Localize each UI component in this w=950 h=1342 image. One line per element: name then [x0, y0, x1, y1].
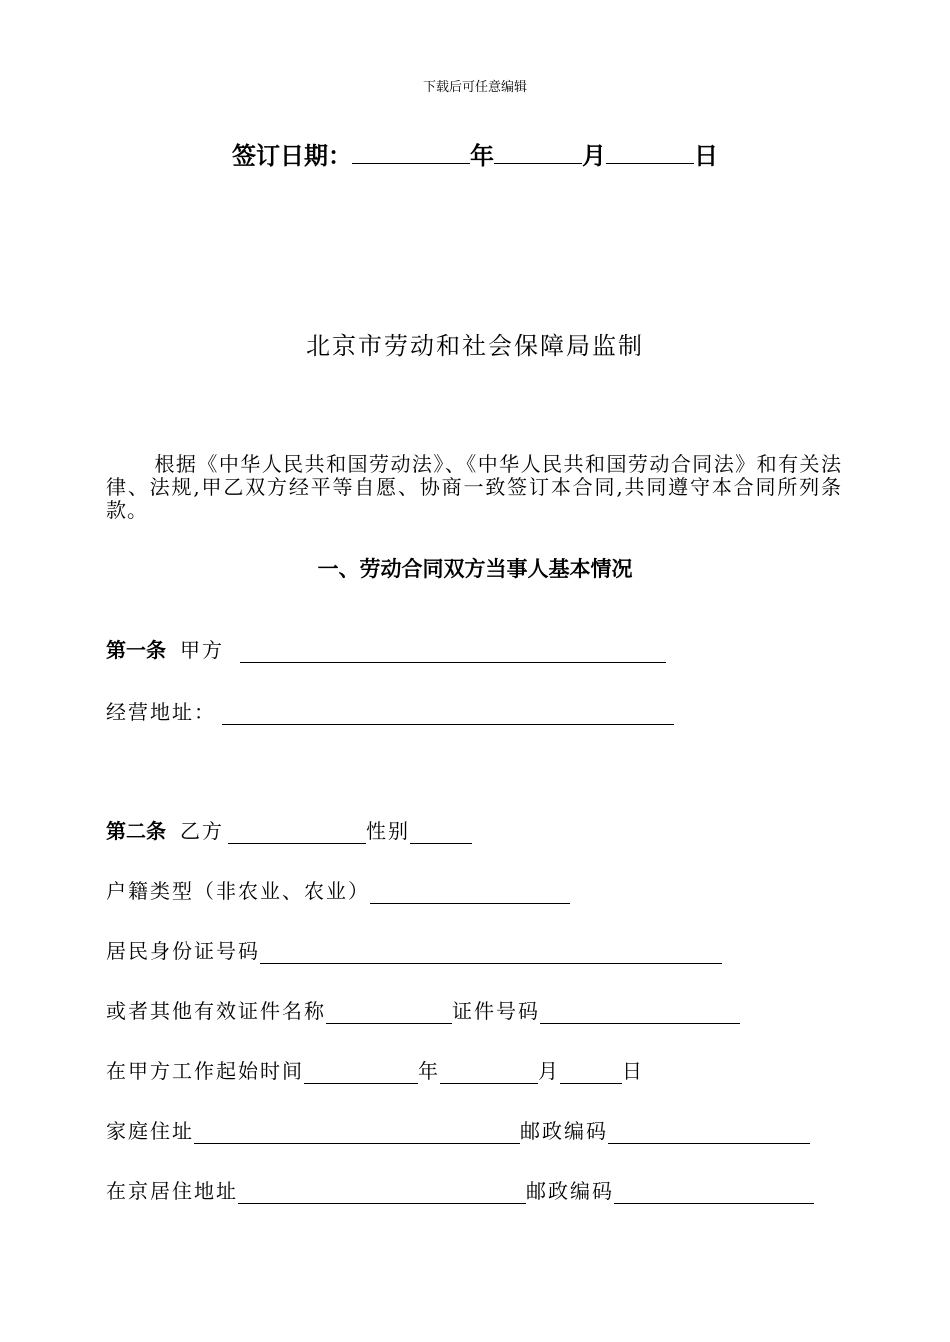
hukou-label: 户籍类型（非农业、农业）	[106, 879, 370, 903]
home-address-label: 家庭住址	[106, 1119, 194, 1143]
preamble-paragraph	[106, 453, 842, 522]
article1-title: 第一条	[106, 638, 166, 662]
cert-number-label: 证件号码	[452, 999, 540, 1023]
party-a-label: 甲方	[180, 638, 224, 662]
day-blank[interactable]	[606, 141, 694, 164]
article1-party-a-row	[106, 634, 666, 663]
start-month-field[interactable]	[440, 1063, 538, 1084]
other-id-name-field[interactable]	[326, 1003, 452, 1024]
business-address-field[interactable]	[222, 704, 674, 725]
gender-label: 性别	[366, 819, 410, 843]
cert-number-field[interactable]	[540, 1003, 740, 1024]
month-blank[interactable]	[494, 141, 582, 164]
postcode-label: 邮政编码	[520, 1119, 608, 1143]
id-number-row	[106, 935, 722, 964]
supervising-organization: 北京市劳动和社会保障局监制	[306, 332, 644, 360]
start-year-field[interactable]	[304, 1063, 418, 1084]
home-address-row	[106, 1115, 810, 1144]
year-blank[interactable]	[352, 141, 470, 164]
postcode2-label: 邮政编码	[526, 1179, 614, 1203]
other-id-name-label: 或者其他有效证件名称	[106, 999, 326, 1023]
preamble-text: 根据《中华人民共和国劳动法》、《中华人民共和国劳动合同法》和有关法律、法规,甲乙双方经平等自愿、协商一致签订本合同,共同遵守本合同所列条款。	[106, 452, 842, 522]
postcode-field[interactable]	[608, 1123, 810, 1144]
party-b-label: 乙方	[180, 819, 224, 843]
month-label: 月	[582, 142, 606, 170]
start-month-label: 月	[538, 1059, 560, 1083]
id-number-field[interactable]	[260, 943, 722, 964]
start-day-label: 日	[622, 1059, 644, 1083]
id-number-label: 居民身份证号码	[106, 939, 260, 963]
article2-title: 第二条	[106, 819, 166, 843]
home-address-field[interactable]	[194, 1123, 520, 1144]
start-time-row	[106, 1055, 644, 1084]
party-a-field[interactable]	[240, 642, 666, 663]
start-time-label: 在甲方工作起始时间	[106, 1059, 304, 1083]
article2-party-b-row	[106, 815, 472, 844]
business-address-row	[106, 696, 674, 725]
signing-date-label: 签订日期：	[232, 142, 352, 170]
start-day-field[interactable]	[560, 1063, 622, 1084]
year-label: 年	[470, 142, 494, 170]
hukou-field[interactable]	[370, 883, 570, 904]
section-title: 一、劳动合同双方当事人基本情况	[317, 557, 633, 581]
start-year-label: 年	[418, 1059, 440, 1083]
page-header-note: 下载后可任意编辑	[422, 80, 527, 95]
other-id-row	[106, 995, 740, 1024]
postcode2-field[interactable]	[614, 1183, 814, 1204]
hukou-row	[106, 875, 570, 904]
business-address-label: 经营地址：	[106, 700, 216, 724]
day-label: 日	[694, 142, 718, 170]
gender-field[interactable]	[410, 823, 472, 844]
beijing-address-field[interactable]	[238, 1183, 526, 1204]
beijing-address-row	[106, 1175, 814, 1204]
beijing-address-label: 在京居住地址	[106, 1179, 238, 1203]
party-b-name-field[interactable]	[228, 823, 366, 844]
signing-date-line	[0, 136, 950, 171]
